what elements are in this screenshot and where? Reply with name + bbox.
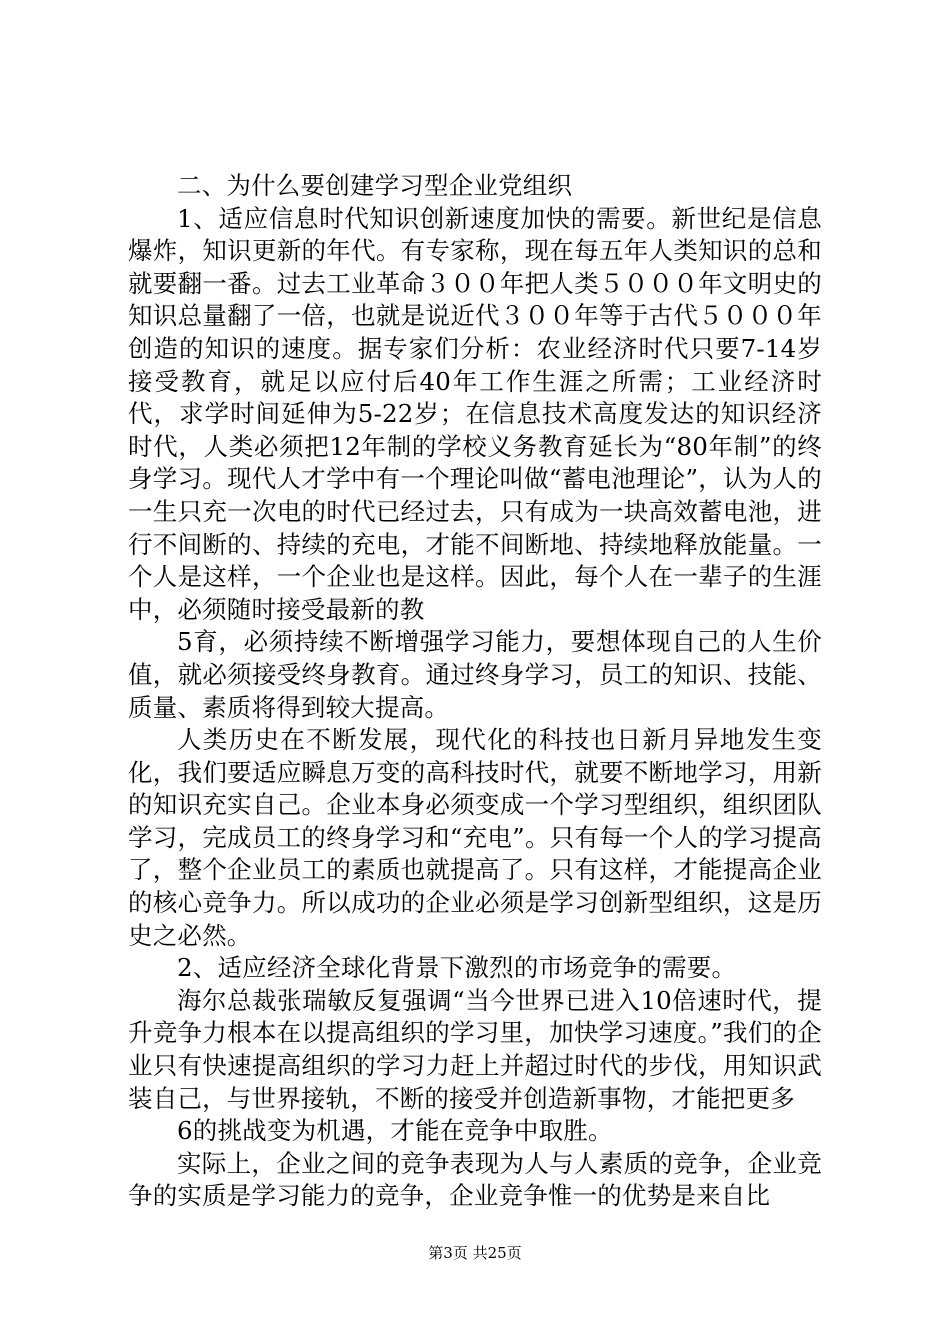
document-body (128, 170, 822, 1213)
section-heading: 二、为什么要创建学习型企业党组织 (177, 171, 573, 200)
paragraph: 海尔总裁张瑞敏反复强调“当今世界已进入10倍速时代，提升竞争力根本在以提高组织的学习里，加快学习速度。”我们的企业只有快速提高组织的学习力赶上并超过时代的步伐，用知识武装自己，与世界接轨，不断的接受并创造新事物，才能把更多 (128, 985, 822, 1113)
paragraph: 5育，必须持续不断增强学习能力，要想体现自己的人生价值，就必须接受终身教育。通过终身学习，员工的知识、技能、质量、素质将得到较大提高。 (128, 627, 822, 722)
paragraph: 2、适应经济全球化背景下激烈的市场竞争的需要。 (177, 953, 737, 983)
page-number-footer: 第3页 共25页 (428, 1244, 522, 1262)
paragraph: 实际上，企业之间的竞争表现为人与人素质的竞争，企业竞争的实质是学习能力的竞争，企业竞争惟一的优势是来自比 (128, 1148, 822, 1211)
paragraph: 人类历史在不断发展，现代化的科技也日新月异地发生变化，我们要适应瞬息万变的高科技时代，就要不断地学习，用新的知识充实自己。企业本身必须变成一个学习型组织，组织团队学习，完成员工的终身学习和“充电”。只有每一个人的学习提高了，整个企业员工的素质也就提高了。只有这样，才能提高企业的核心竞争力。所以成功的企业必须是学习创新型组织，这是历史之必然。 (128, 725, 822, 950)
paragraph: 1、适应信息时代知识创新速度加快的需要。新世纪是信息爆炸，知识更新的年代。有专家称，现在每五年人类知识的总和就要翻一番。过去工业革命３００年把人类５０００年文明史的知识总量翻了一倍，也就是说近代３００年等于古代５０００年创造的知识的速度。据专家们分析：农业经济时代只要7-14岁接受教育，就足以应付后40年工作生涯之所需；工业经济时代，求学时间延伸为5-22岁；在信息技术高度发达的知识经济时代，人类必须把12年制的学校义务教育延长为“80年制”的终身学习。现代人才学中有一个理论叫做“蓄电池理论”，认为人的一生只充一次电的时代已经过去，只有成为一块高效蓄电池，进行不间断的、持续的充电，才能不间断地、持续地释放能量。一个人是这样，一个企业也是这样。因此，每个人在一辈子的生涯中，必须随时接受最新的教 (128, 203, 822, 624)
paragraph: 6的挑战变为机遇，才能在竞争中取胜。 (177, 1116, 613, 1146)
